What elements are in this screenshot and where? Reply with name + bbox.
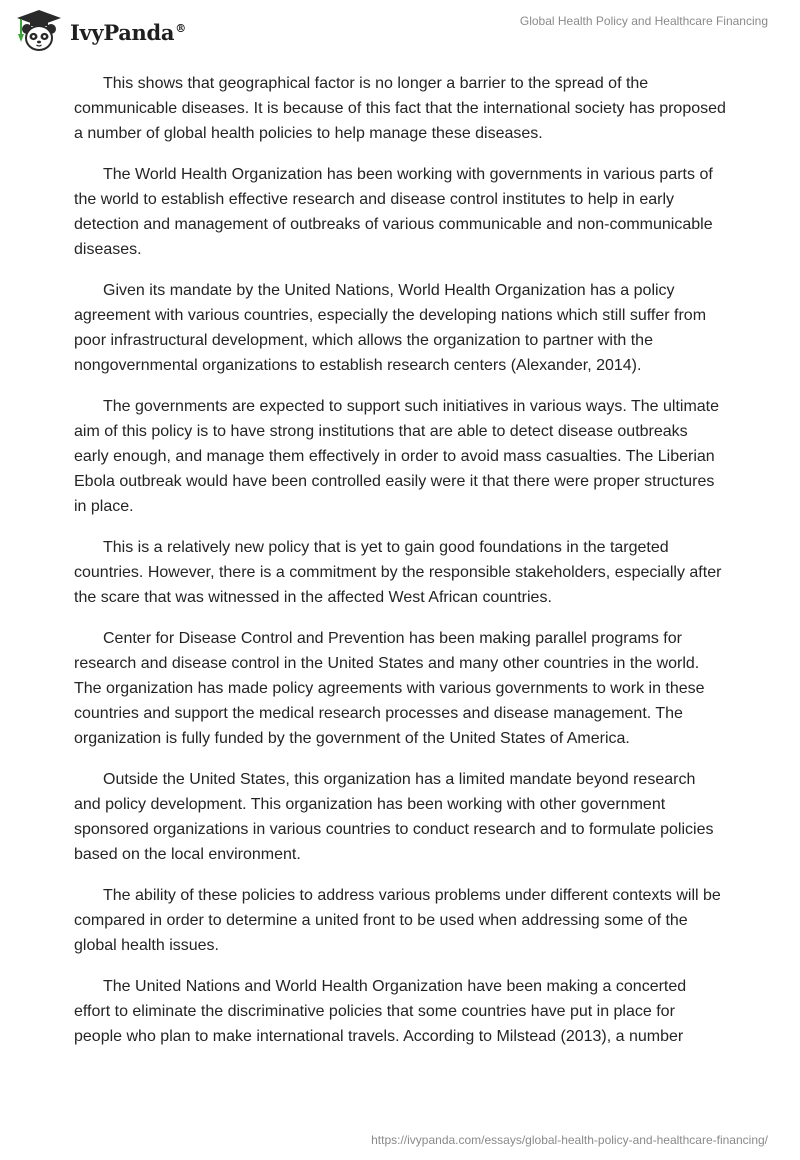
panda-graduate-icon	[14, 8, 64, 54]
paragraph: This is a relatively new policy that is yet to gain good foundations in the targeted countries. However, there is a commitment by the responsible stakeholders, especially after the scare that was witnessed in the affected West African countries.	[74, 539, 722, 606]
page-header	[0, 0, 800, 60]
paragraph: The ability of these policies to address various problems under different contexts will be compared in order to determine a united front to be used when addressing some of the global health issues.	[74, 887, 721, 954]
paragraph: The governments are expected to support such initiatives in various ways. The ultimate aim of this policy is to have strong institutions that are able to detect disease outbreaks early enough, and manage them effectively in order to avoid mass casualties. The Liberian Ebola outbreak would have been controlled easily were it that there were proper structures in place.	[74, 398, 720, 515]
paragraph: Center for Disease Control and Prevention has been making parallel programs for research and disease control in the United States and many other countries in the world. The organization has made policy agreements with various governments to work in these countries and support the medical research processes and disease management. The organization is fully funded by the government of the United States of America.	[74, 630, 705, 747]
document-title: Global Health Policy and Healthcare Financing	[519, 14, 768, 28]
source-url-link[interactable]: https://ivypanda.com/essays/global-health-policy-and-healthcare-financing/	[371, 1133, 768, 1147]
paragraph: Outside the United States, this organization has a limited mandate beyond research and policy development. This organization has been working with other government sponsored organizations in various countries to conduct research and to formulate policies based on the local environment.	[74, 771, 714, 863]
essay-body	[74, 71, 726, 1065]
paragraph: Given its mandate by the United Nations, World Health Organization has a policy agreement with various countries, especially the developing nations which still suffer from poor infrastructural development, which allows the organization to partner with the nongovernmental organizations to establish research centers (Alexander, 2014).	[74, 282, 707, 374]
brand-logo[interactable]	[14, 8, 186, 54]
registered-mark: ®	[175, 21, 186, 35]
brand-name: IvyPanda®	[70, 19, 186, 45]
paragraph: The World Health Organization has been working with governments in various parts of the world to establish effective research and disease control institutes to help in early detection and management of outbreaks of various communicable and non-communicable diseases.	[74, 166, 713, 258]
paragraph: The United Nations and World Health Organization have been making a concerted effort to eliminate the discriminative policies that some countries have put in place for people who plan to make international travels. According to Milstead (2013), a number	[74, 978, 687, 1045]
paragraph: This shows that geographical factor is no longer a barrier to the spread of the communicable diseases. It is because of this fact that the international society has proposed a number of global health policies to help manage these diseases.	[74, 75, 726, 142]
